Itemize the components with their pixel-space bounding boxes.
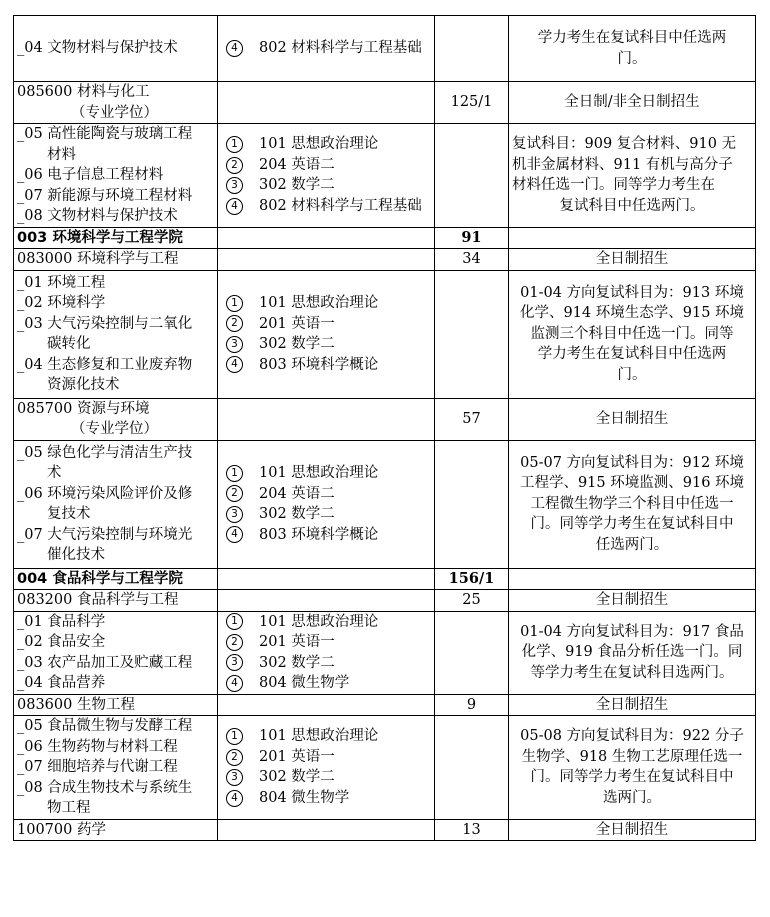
major-note: 全日制招生 <box>509 694 756 716</box>
subject-name: 101 思想政治理论 <box>259 465 379 481</box>
subject-name: 302 数学二 <box>259 769 335 786</box>
major-code: 085700 资源与环境 <box>17 400 150 417</box>
exam-subject <box>221 504 431 525</box>
retest-note-cell <box>509 16 756 82</box>
empty-cell <box>509 227 756 249</box>
retest-note-cell <box>509 440 756 568</box>
directions-row <box>14 124 756 228</box>
retest-note-line: 等学力考生在复试科目选两门。 <box>530 664 734 681</box>
major-count: 57 <box>435 398 509 440</box>
directions-cell <box>14 16 218 82</box>
exam-subject <box>221 767 431 788</box>
major-code: 085600 材料与化工 <box>17 84 150 100</box>
empty-cell <box>218 568 435 590</box>
direction-item: 复技术 <box>47 506 91 522</box>
retest-note-line: 门。 <box>617 366 647 383</box>
directions-cell <box>14 270 218 398</box>
retest-note-line: 化学、914 环境生态学、915 环境 <box>519 305 745 322</box>
exam-subjects-cell <box>218 716 435 820</box>
empty-cell <box>218 249 435 271</box>
exam-subject <box>221 38 431 59</box>
direction-item: _02 食品安全 <box>17 634 106 650</box>
catalog-body <box>14 16 756 841</box>
exam-subject <box>221 134 431 155</box>
college-count: 156/1 <box>435 568 509 590</box>
admission-catalog-table <box>13 15 756 841</box>
direction-item: _07 新能源与环境工程材料 <box>17 187 193 204</box>
directions-cell <box>14 611 218 694</box>
retest-note-line: 生物学、918 生物工艺原理任选一 <box>521 748 743 765</box>
subject-name: 101 思想政治理论 <box>259 295 379 311</box>
retest-note-line: 05-08 方向复试科目为：922 分子 <box>520 728 744 745</box>
major-count: 125/1 <box>435 82 509 124</box>
exam-subject <box>221 175 431 196</box>
exam-subject <box>221 653 431 674</box>
empty-cell <box>218 227 435 249</box>
retest-note-line: 01-04 方向复试科目为：917 食品 <box>520 623 744 640</box>
exam-subject <box>221 314 431 335</box>
subject-name: 804 微生物学 <box>259 675 350 691</box>
exam-subject <box>221 632 431 653</box>
retest-note-line: 机非金属材料、911 有机与高分子 <box>512 156 733 173</box>
exam-subject <box>221 747 431 768</box>
exam-subjects-cell <box>218 270 435 398</box>
direction-item: _06 生物药物与材料工程 <box>17 738 178 755</box>
major-row <box>14 694 756 716</box>
major-type: （专业学位） <box>71 104 158 121</box>
major-cell <box>14 398 218 440</box>
circled-number: 4 <box>226 790 243 807</box>
circled-number: 2 <box>226 315 243 332</box>
subject-name: 302 数学二 <box>259 506 335 522</box>
major-count: 25 <box>435 590 509 612</box>
empty-cell <box>218 694 435 716</box>
exam-subject <box>221 525 431 546</box>
exam-subject <box>221 484 431 505</box>
subject-name: 201 英语一 <box>259 634 335 650</box>
major-count: 34 <box>435 249 509 271</box>
direction-item: _04 生态修复和工业废弃物 <box>17 356 193 373</box>
retest-note-line: 化学、919 食品分析任选一门。同 <box>521 644 743 661</box>
direction-item: 材料 <box>47 146 76 163</box>
empty-cell <box>435 270 509 398</box>
exam-subject <box>221 726 431 747</box>
direction-item: _04 食品营养 <box>17 675 106 691</box>
circled-number: 1 <box>226 465 243 482</box>
exam-subjects-cell <box>218 611 435 694</box>
college-count: 91 <box>435 227 509 249</box>
major-code: 083000 环境科学与工程 <box>17 251 179 267</box>
retest-note-line: 复试科目中任选两门。 <box>559 197 705 214</box>
retest-note-line: 学力考生在复试科目中任选两 <box>537 30 727 46</box>
direction-item: _01 环境工程 <box>17 274 106 291</box>
subject-name: 201 英语一 <box>259 315 335 332</box>
circled-number: 3 <box>226 177 243 194</box>
empty-cell <box>435 611 509 694</box>
subject-name: 302 数学二 <box>259 336 335 352</box>
retest-note-cell <box>509 124 756 228</box>
subject-name: 101 思想政治理论 <box>259 136 379 153</box>
directions-row <box>14 611 756 694</box>
direction-item: _01 食品科学 <box>17 613 106 630</box>
retest-note-line: 工程学、915 环境监测、916 环境 <box>519 475 745 492</box>
subject-name: 802 材料科学与工程基础 <box>259 40 422 57</box>
direction-item: _03 大气污染控制与二氧化 <box>17 315 193 332</box>
empty-cell <box>509 568 756 590</box>
direction-item: _07 细胞培养与代谢工程 <box>17 759 178 775</box>
major-count: 13 <box>435 819 509 841</box>
college-row <box>14 227 756 249</box>
circled-number: 1 <box>226 728 243 745</box>
direction-item: 术 <box>47 465 62 481</box>
retest-note-line: 门。同等学力考生在复试科目中 <box>530 769 734 786</box>
subject-name: 802 材料科学与工程基础 <box>259 197 422 214</box>
direction-item: _05 食品微生物与发酵工程 <box>17 718 193 734</box>
circled-number: 4 <box>226 675 243 692</box>
empty-cell <box>218 82 435 124</box>
direction-item: 资源化技术 <box>47 377 120 393</box>
major-type: （专业学位） <box>71 421 158 437</box>
direction-item: _04 文物材料与保护技术 <box>17 40 178 57</box>
retest-note-line: 工程微生物学三个科目中任选一 <box>530 495 734 512</box>
direction-item: 催化技术 <box>47 547 105 563</box>
major-row <box>14 249 756 271</box>
direction-item: _03 农产品加工及贮藏工程 <box>17 654 193 671</box>
retest-note-line: 任选两门。 <box>595 536 669 553</box>
subject-name: 803 环境科学概论 <box>259 356 379 373</box>
empty-cell <box>435 440 509 568</box>
direction-item: _06 环境污染风险评价及修 <box>17 485 193 502</box>
direction-item: 物工程 <box>47 800 91 816</box>
major-note: 全日制招生 <box>509 398 756 440</box>
subject-name: 204 英语二 <box>259 485 335 502</box>
major-cell <box>14 590 218 612</box>
exam-subjects-cell <box>218 16 435 82</box>
directions-cell <box>14 716 218 820</box>
major-note: 全日制招生 <box>509 819 756 841</box>
college-row <box>14 568 756 590</box>
circled-number: 2 <box>226 634 243 651</box>
retest-note-line: 复试科目：909 复合材料、910 无 <box>512 136 737 153</box>
subject-name: 302 数学二 <box>259 654 335 671</box>
directions-row <box>14 716 756 820</box>
direction-item: _07 大气污染控制与环境光 <box>17 526 193 543</box>
directions-cell <box>14 124 218 228</box>
direction-item: _08 文物材料与保护技术 <box>17 208 178 224</box>
circled-number: 3 <box>226 506 243 523</box>
circled-number: 1 <box>226 613 243 630</box>
circled-number: 4 <box>226 526 243 543</box>
circled-number: 3 <box>226 336 243 353</box>
major-cell <box>14 249 218 271</box>
directions-row <box>14 270 756 398</box>
retest-note-line: 材料任选一门。同等学力考生在 <box>512 177 715 194</box>
circled-number: 4 <box>226 198 243 215</box>
circled-number: 1 <box>226 136 243 153</box>
empty-cell <box>435 716 509 820</box>
empty-cell <box>218 590 435 612</box>
exam-subjects-cell <box>218 124 435 228</box>
major-count: 9 <box>435 694 509 716</box>
circled-number: 2 <box>226 485 243 502</box>
subject-name: 204 英语二 <box>259 156 335 173</box>
exam-subject <box>221 355 431 376</box>
college-name: 004 食品科学与工程学院 <box>14 568 218 590</box>
empty-cell <box>218 398 435 440</box>
exam-subject <box>221 463 431 484</box>
direction-item: _02 环境科学 <box>17 295 106 311</box>
retest-note-line: 选两门。 <box>603 789 661 806</box>
empty-cell <box>218 819 435 841</box>
retest-note-line: 门。同等学力考生在复试科目中 <box>530 516 734 533</box>
retest-note-cell <box>509 716 756 820</box>
empty-cell <box>435 16 509 82</box>
circled-number: 2 <box>226 157 243 174</box>
major-row <box>14 819 756 841</box>
direction-item: _06 电子信息工程材料 <box>17 167 164 183</box>
retest-note-line: 监测三个科目中任选一门。同等 <box>530 325 734 342</box>
major-row <box>14 590 756 612</box>
subject-name: 101 思想政治理论 <box>259 613 379 630</box>
circled-number: 3 <box>226 654 243 671</box>
exam-subject <box>221 673 431 694</box>
major-row <box>14 82 756 124</box>
exam-subject <box>221 612 431 633</box>
major-note: 全日制招生 <box>509 249 756 271</box>
subject-name: 101 思想政治理论 <box>259 728 379 745</box>
exam-subjects-cell <box>218 440 435 568</box>
major-cell <box>14 819 218 841</box>
retest-note-cell <box>509 611 756 694</box>
retest-note-line: 门。 <box>617 50 647 67</box>
major-row <box>14 398 756 440</box>
directions-row <box>14 16 756 82</box>
circled-number: 1 <box>226 295 243 312</box>
major-code: 100700 药学 <box>17 821 106 838</box>
direction-item: _05 高性能陶瓷与玻璃工程 <box>17 126 193 142</box>
retest-note-line: 05-07 方向复试科目为：912 环境 <box>520 454 744 471</box>
retest-note-cell <box>509 270 756 398</box>
major-code: 083600 生物工程 <box>17 696 135 713</box>
direction-item: _05 绿色化学与清洁生产技 <box>17 444 193 461</box>
circled-number: 4 <box>226 356 243 373</box>
exam-subject <box>221 196 431 217</box>
circled-number: 3 <box>226 769 243 786</box>
direction-item: _08 合成生物技术与系统生 <box>17 779 193 796</box>
college-name: 003 环境科学与工程学院 <box>14 227 218 249</box>
exam-subject <box>221 293 431 314</box>
retest-note-line: 01-04 方向复试科目为：913 环境 <box>520 284 744 301</box>
subject-name: 302 数学二 <box>259 177 335 194</box>
major-cell <box>14 82 218 124</box>
subject-name: 804 微生物学 <box>259 789 350 806</box>
major-note: 全日制招生 <box>509 590 756 612</box>
exam-subject <box>221 334 431 355</box>
major-cell <box>14 694 218 716</box>
directions-row <box>14 440 756 568</box>
circled-number: 4 <box>226 40 243 57</box>
major-note: 全日制/非全日制招生 <box>509 82 756 124</box>
exam-subject <box>221 788 431 809</box>
exam-subject <box>221 155 431 176</box>
direction-item: 碳转化 <box>47 336 91 352</box>
circled-number: 2 <box>226 749 243 766</box>
major-code: 083200 食品科学与工程 <box>17 592 179 608</box>
directions-cell <box>14 440 218 568</box>
retest-note-line: 学力考生在复试科目中任选两 <box>537 346 727 363</box>
empty-cell <box>435 124 509 228</box>
subject-name: 803 环境科学概论 <box>259 526 379 543</box>
subject-name: 201 英语一 <box>259 748 335 765</box>
